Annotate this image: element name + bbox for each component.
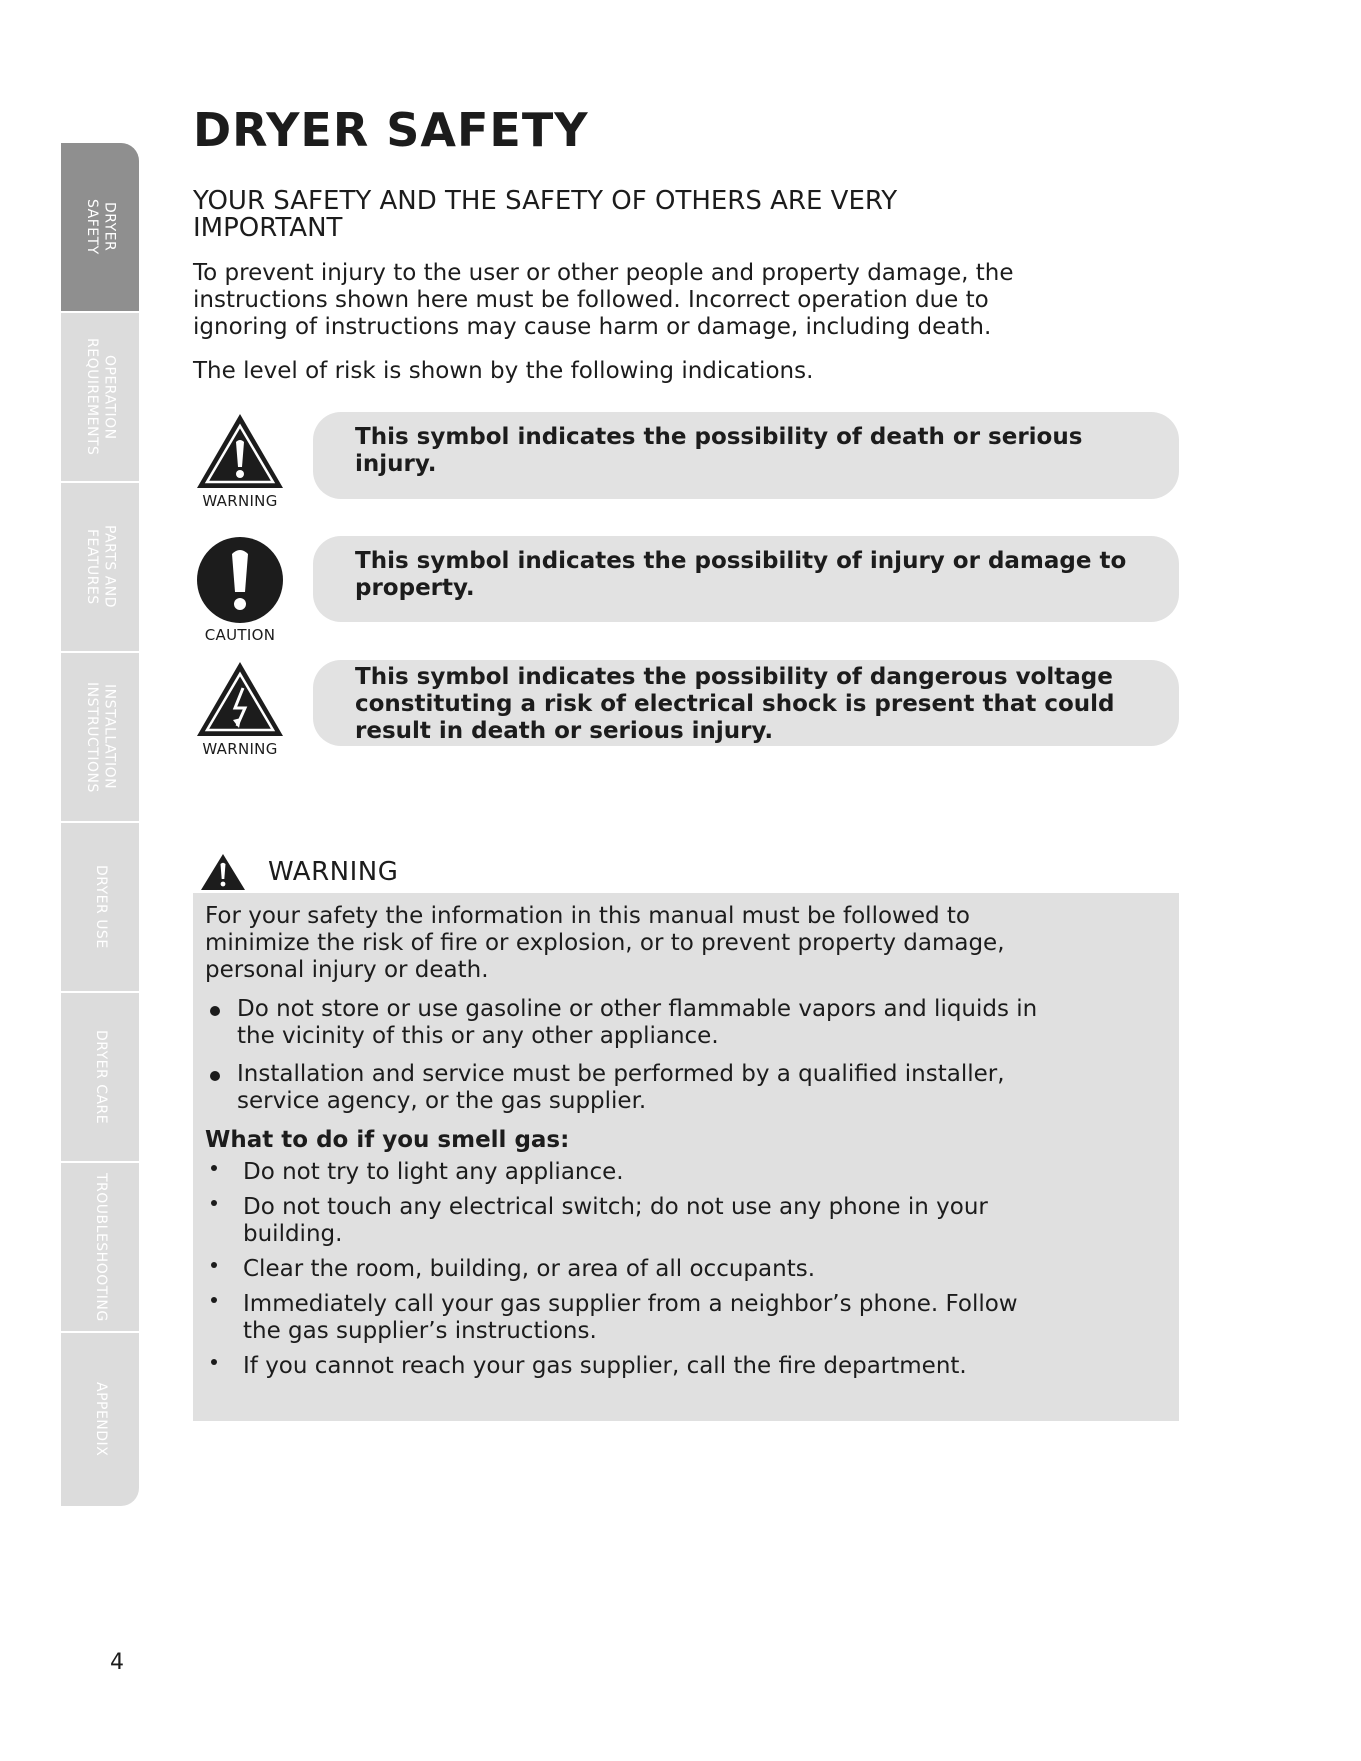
tab-label: DRYER USE [92,865,109,949]
warning-symbol [193,412,287,510]
tab-troubleshooting[interactable] [61,1163,139,1333]
tab-dryer-use[interactable] [61,823,139,993]
tab-dryer-care[interactable] [61,993,139,1163]
list-item: Installation and service must be performed by a qualified installer, service agency, or the gas supplier. [205,1061,1167,1115]
tab-appendix[interactable] [61,1333,139,1506]
electric-warning-symbol [193,660,287,758]
gas-bullet-list [205,1159,1167,1380]
symbol-description: This symbol indicates the possibility of dangerous voltage constituting a risk of electrical shock is present that could result in death or serious injury. [313,660,1179,746]
list-item: Do not store or use gasoline or other flammable vapors and liquids in the vicinity of this or any other appliance. [205,996,1167,1050]
page-title: DRYER SAFETY [193,103,589,157]
side-tab-bar [61,143,139,1506]
tab-label: INSTALLATION INSTRUCTIONS [84,681,118,793]
tab-label: OPERATION REQUIREMENTS [84,338,118,456]
symbol-description: This symbol indicates the possibility of death or serious injury. [313,412,1179,499]
list-item: If you cannot reach your gas supplier, call the fire department. [205,1353,1167,1380]
warning-intro: For your safety the information in this manual must be followed to minimize the risk of fire or explosion, or to prevent property damage, personal injury or death. [205,903,1005,983]
warning-heading [200,853,398,891]
tab-parts-and-features[interactable] [61,483,139,653]
tab-label: TROUBLESHOOTING [92,1172,109,1322]
symbol-description: This symbol indicates the possibility of injury or damage to property. [313,536,1179,622]
symbol-label: WARNING [202,492,278,510]
page-number: 4 [110,1650,124,1675]
section-subtitle: YOUR SAFETY AND THE SAFETY OF OTHERS ARE VERY IMPORTANT [193,186,898,243]
warning-triangle-icon [195,412,285,490]
tab-label: DRYER SAFETY [84,199,118,255]
electric-shock-icon [195,660,285,738]
tab-label: APPENDIX [92,1382,109,1457]
intro-paragraph: To prevent injury to the user or other people and property damage, the instructions shown here must be followed. Incorrect operation due to ignoring of instructions may cause harm or damage, including death. [193,260,1014,340]
list-item: Clear the room, building, or area of all occupants. [205,1256,1167,1283]
warning-bullet-list [205,996,1167,1115]
caution-symbol [193,536,287,644]
tab-label: DRYER CARE [92,1029,109,1125]
symbol-label: CAUTION [204,626,276,644]
warning-heading-text: WARNING [268,857,399,887]
tab-operation-requirements[interactable] [61,313,139,483]
tab-dryer-safety[interactable] [61,143,139,313]
tab-installation-instructions[interactable] [61,653,139,823]
list-item: Do not try to light any appliance. [205,1159,1167,1186]
warning-triangle-icon [200,853,246,891]
caution-circle-icon [196,536,284,624]
gas-smell-heading: What to do if you smell gas: [205,1127,570,1153]
list-item: Immediately call your gas supplier from a neighbor’s phone. Follow the gas supplier’s instructions. [205,1291,1167,1345]
warning-box [193,893,1179,1421]
list-item: Do not touch any electrical switch; do not use any phone in your building. [205,1194,1167,1248]
risk-level-text: The level of risk is shown by the following indications. [193,358,814,384]
symbol-label: WARNING [202,740,278,758]
tab-label: PARTS AND FEATURES [84,525,118,609]
